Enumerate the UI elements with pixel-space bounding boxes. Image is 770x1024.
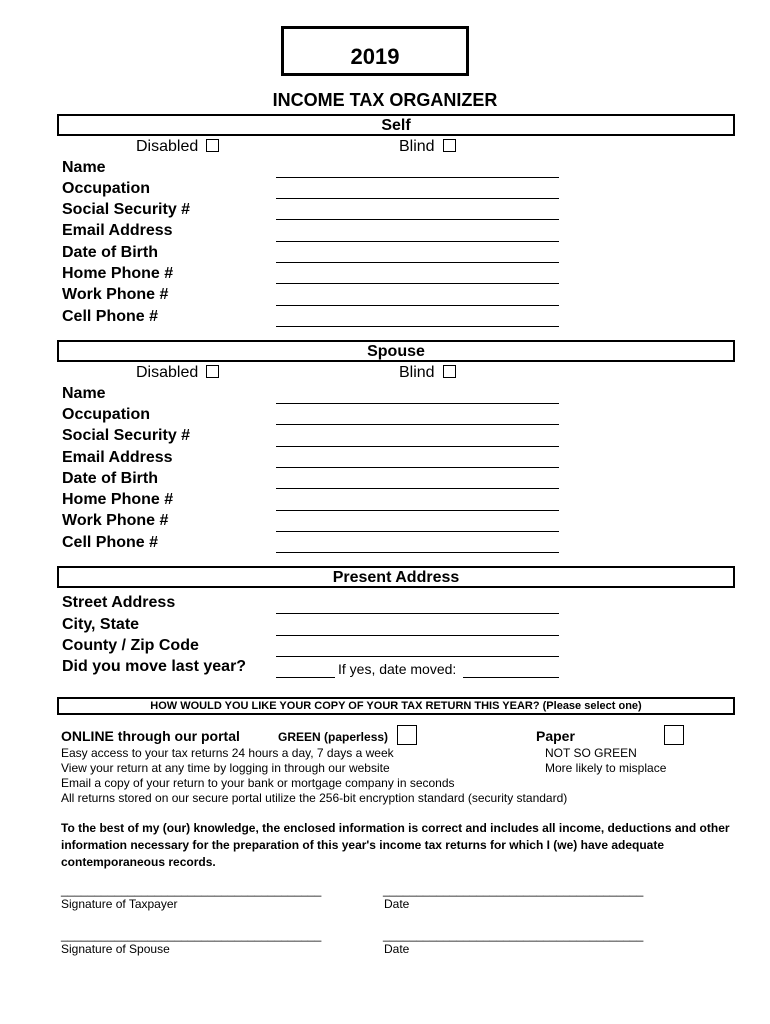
self-disabled-option <box>136 138 219 156</box>
spouse-dob-field[interactable] <box>276 488 559 489</box>
paper-option-label: Paper <box>536 728 575 744</box>
taxpayer-signature-label: Signature of Taxpayer <box>61 897 178 911</box>
spouse-blind-option <box>399 364 456 382</box>
spouse-occupation-field[interactable] <box>276 424 559 425</box>
moved-last-year-field[interactable] <box>276 677 335 678</box>
self-cell-phone-field[interactable] <box>276 326 559 327</box>
spouse-section-heading: Spouse <box>57 340 735 362</box>
street-address-label: Street Address <box>62 594 176 611</box>
self-cell-phone-label: Cell Phone # <box>62 308 159 325</box>
self-occupation-label: Occupation <box>62 180 151 197</box>
street-address-field[interactable] <box>276 613 559 614</box>
city-state-field[interactable] <box>276 635 559 636</box>
self-ssn-label: Social Security # <box>62 201 191 218</box>
online-point: Easy access to your tax returns 24 hours a day, 7 days a week <box>61 746 394 760</box>
self-dob-label: Date of Birth <box>62 244 158 261</box>
self-email-label: Email Address <box>62 222 173 239</box>
spouse-home-phone-field[interactable] <box>276 510 559 511</box>
year-box: 2019 <box>281 26 469 76</box>
spouse-work-phone-label: Work Phone # <box>62 512 169 529</box>
self-section-heading: Self <box>57 114 735 136</box>
moved-last-year-label: Did you move last year? <box>62 658 247 675</box>
date-moved-field[interactable] <box>463 677 559 678</box>
self-occupation-field[interactable] <box>276 198 559 199</box>
self-work-phone-label: Work Phone # <box>62 286 169 303</box>
spouse-date-label: Date <box>384 942 410 956</box>
spouse-blind-checkbox[interactable] <box>443 365 456 378</box>
spouse-ssn-field[interactable] <box>276 446 559 447</box>
taxpayer-signature-line[interactable]: _______________________________________ <box>61 883 322 897</box>
paper-point: More likely to misplace <box>545 761 667 775</box>
spouse-dob-label: Date of Birth <box>62 470 158 487</box>
green-paperless-label: GREEN (paperless) <box>278 730 389 744</box>
online-point: Email a copy of your return to your bank or mortgage company in seconds <box>61 776 455 790</box>
spouse-occupation-label: Occupation <box>62 406 151 423</box>
spouse-name-field[interactable] <box>276 403 559 404</box>
spouse-blind-label: Blind <box>399 364 435 381</box>
self-blind-option <box>399 138 456 156</box>
taxpayer-date-label: Date <box>384 897 410 911</box>
spouse-signature-label: Signature of Spouse <box>61 942 170 956</box>
self-home-phone-field[interactable] <box>276 283 559 284</box>
paper-point: NOT SO GREEN <box>545 746 637 760</box>
self-home-phone-label: Home Phone # <box>62 265 174 282</box>
self-blind-checkbox[interactable] <box>443 139 456 152</box>
county-zip-field[interactable] <box>276 656 559 657</box>
self-disabled-label: Disabled <box>136 138 199 155</box>
document-title: INCOME TAX ORGANIZER <box>272 90 498 110</box>
spouse-disabled-option <box>136 364 219 382</box>
spouse-work-phone-field[interactable] <box>276 531 559 532</box>
online-checkbox[interactable] <box>397 725 417 745</box>
paper-checkbox[interactable] <box>664 725 684 745</box>
delivery-question: HOW WOULD YOU LIKE YOUR COPY OF YOUR TAX RETURN THIS YEAR? (Please select one) <box>57 697 735 715</box>
spouse-signature-line[interactable]: _______________________________________ <box>61 928 322 942</box>
self-name-field[interactable] <box>276 177 559 178</box>
taxpayer-date-line[interactable]: _______________________________________ <box>383 883 644 897</box>
spouse-home-phone-label: Home Phone # <box>62 491 174 508</box>
spouse-date-line[interactable]: _______________________________________ <box>383 928 644 942</box>
online-point: All returns stored on our secure portal utilize the 256-bit encryption standard (security standard) <box>61 791 568 805</box>
spouse-email-label: Email Address <box>62 449 173 466</box>
self-blind-label: Blind <box>399 138 435 155</box>
spouse-cell-phone-label: Cell Phone # <box>62 534 159 551</box>
spouse-name-label: Name <box>62 385 106 402</box>
online-point: View your return at any time by logging in through our website <box>61 761 390 775</box>
self-ssn-field[interactable] <box>276 219 559 220</box>
online-option-label: ONLINE through our portal <box>61 728 240 744</box>
county-zip-label: County / Zip Code <box>62 637 199 654</box>
self-email-field[interactable] <box>276 241 559 242</box>
address-section-heading: Present Address <box>57 566 735 588</box>
self-work-phone-field[interactable] <box>276 305 559 306</box>
date-moved-label: If yes, date moved: <box>338 661 457 677</box>
spouse-ssn-label: Social Security # <box>62 427 191 444</box>
self-disabled-checkbox[interactable] <box>206 139 219 152</box>
spouse-disabled-checkbox[interactable] <box>206 365 219 378</box>
certification-statement: To the best of my (our) knowledge, the enclosed information is correct and includes all income, deductions and other information necessary for the preparation of this year's income tax returns for which I (we) have adequate contemporaneous records. <box>61 821 730 869</box>
spouse-email-field[interactable] <box>276 467 559 468</box>
self-dob-field[interactable] <box>276 262 559 263</box>
self-name-label: Name <box>62 159 106 176</box>
spouse-cell-phone-field[interactable] <box>276 552 559 553</box>
spouse-disabled-label: Disabled <box>136 364 199 381</box>
city-state-label: City, State <box>62 616 140 633</box>
